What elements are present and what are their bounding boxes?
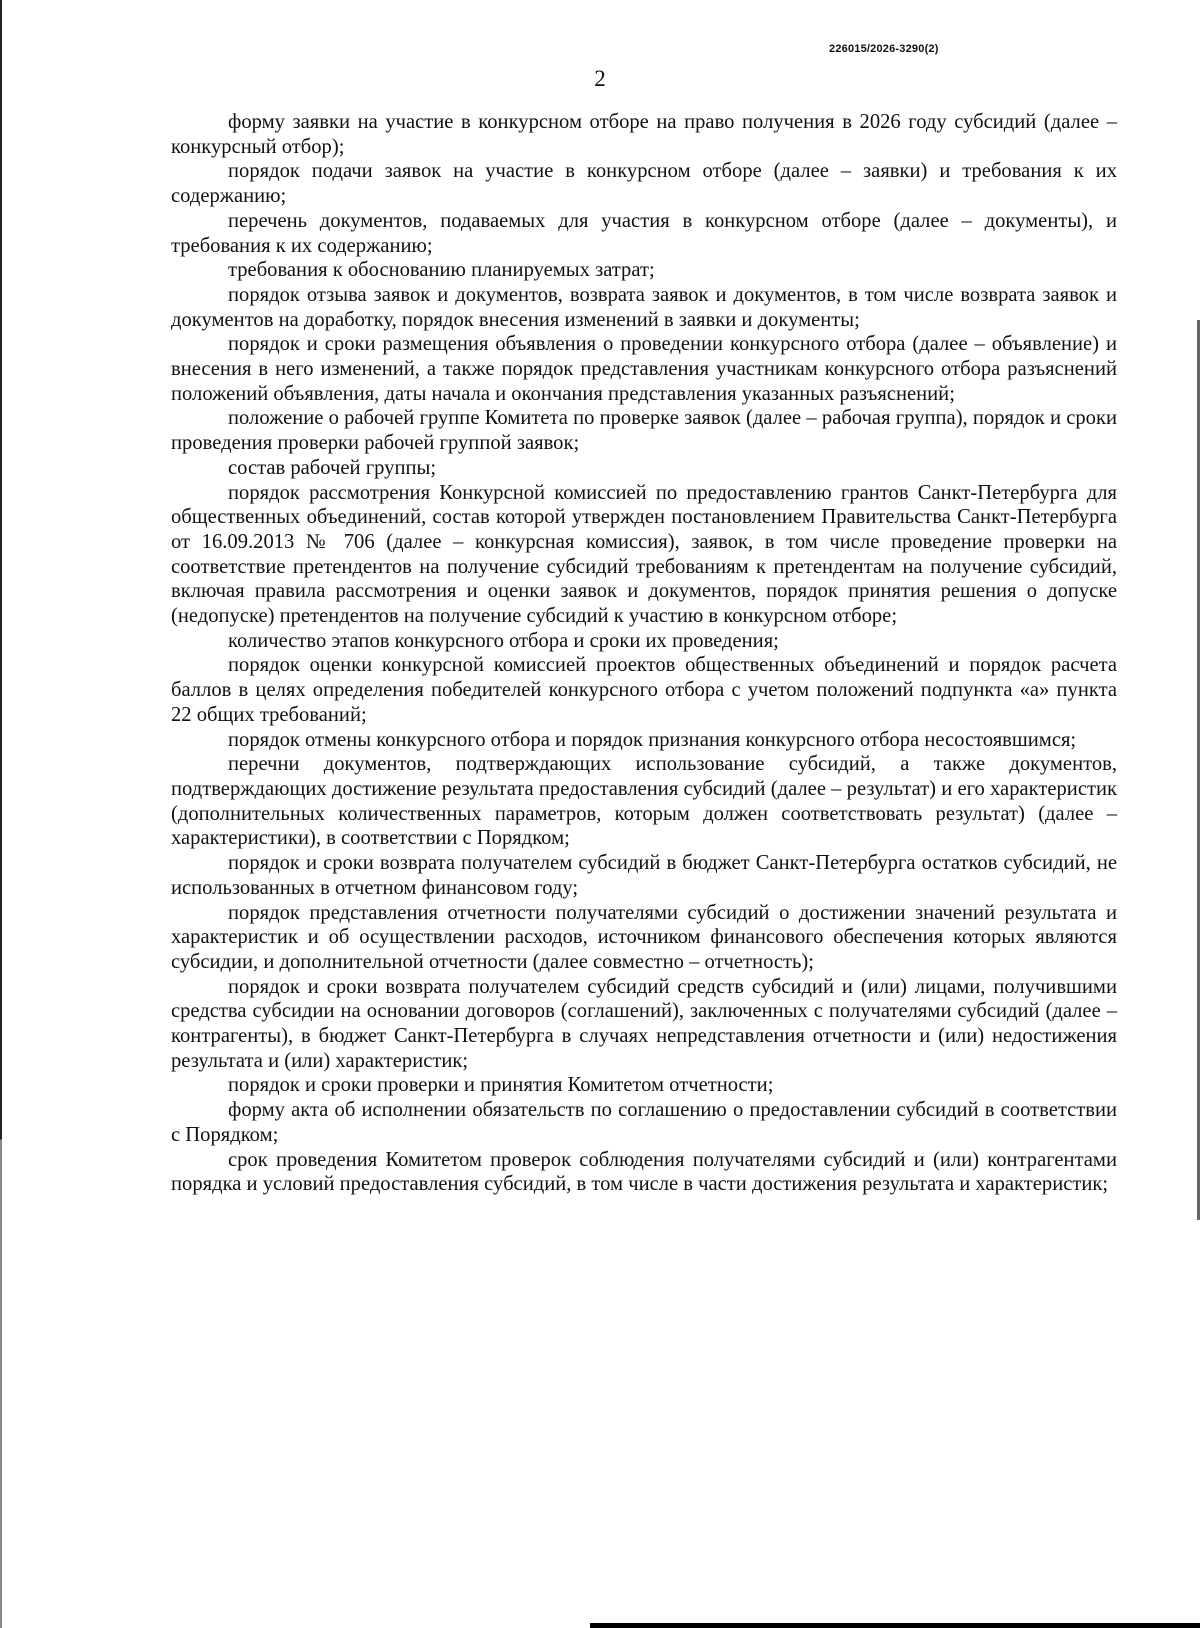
paragraph: положение о рабочей группе Комитета по проверке заявок (далее – рабочая группа), порядок и сроки проведения проверки рабочей группой заявок; — [171, 407, 1117, 455]
document-registration-number: 226015/2026-3290(2) — [829, 43, 939, 55]
paragraph: порядок и сроки возврата получателем субсидий в бюджет Санкт-Петербурга остатков субсидий, не использованных в отчетном финансовом году; — [171, 852, 1117, 899]
paragraph: порядок подачи заявок на участие в конкурсном отборе (далее – заявки) и требования к их содержанию; — [171, 160, 1117, 208]
paragraph: форму заявки на участие в конкурсном отборе на право получения в 2026 году субсидий (далее – конкурсный отбор); — [171, 111, 1117, 158]
paragraph: требования к обоснованию планируемых затрат; — [228, 259, 655, 282]
scan-edge-left — [0, 0, 2, 1628]
paragraph: количество этапов конкурсного отбора и сроки их проведения; — [228, 629, 779, 652]
paragraph: перечень документов, подаваемых для участия в конкурсном отборе (далее – документы), и требования к их содержанию; — [171, 209, 1117, 257]
paragraph: порядок и сроки проверки и принятия Комитетом отчетности; — [228, 1074, 774, 1097]
scan-edge-bottom — [590, 1623, 1200, 1628]
paragraph: порядок отзыва заявок и документов, возврата заявок и документов, в том числе возврата заявок и документов на доработку, порядок внесения изменений в заявки и документы; — [171, 283, 1117, 331]
page-number: 2 — [594, 66, 606, 91]
paragraph: порядок оценки конкурсной комиссией проектов общественных объединений и порядок расчета баллов в целях определения победителей конкурсного отбора с учетом положений подпункта «а» пункта 22 общих требований; — [171, 654, 1117, 726]
paragraph: порядок отмены конкурсного отбора и порядок признания конкурсного отбора несостоявшимся; — [228, 728, 1077, 751]
paragraph: порядок и сроки возврата получателем субсидий средств субсидий и (или) лицами, получившими средства субсидии на основании договоров (соглашений), заключенных с получателями субсидий (далее – контрагенты), в бюджет Санкт-Петербурга в случаях непредставления отчетности и (или) недостижения результата и (или) характеристик; — [171, 975, 1117, 1072]
paragraph: форму акта об исполнении обязательств по соглашению о предоставлении субсидий в соответствии с Порядком; — [171, 1099, 1117, 1146]
paragraph: срок проведения Комитетом проверок соблюдения получателями субсидий и (или) контрагентами порядка и условий предоставления субсидий, в том числе в части достижения результата и характеристик; — [171, 1148, 1117, 1196]
paragraph: перечни документов, подтверждающих использование субсидий, а также документов, подтверждающих достижение результата предоставления субсидий (далее – результат) и его характеристик (дополнительных количественных параметров, которым должен соответствовать результат) (далее – характеристики), в соответствии с Порядком; — [171, 753, 1117, 850]
paragraph: порядок и сроки размещения объявления о проведении конкурсного отбора (далее – объявление) и внесения в него изменений, а также порядок представления участникам конкурсного отбора разъяснений положений объявления, даты начала и окончания представления указанных разъяснений; — [171, 333, 1117, 405]
paragraph: порядок рассмотрения Конкурсной комиссией по предоставлению грантов Санкт-Петербурга для общественных объединений, состав которой утвержден постановлением Правительства Санкт-Петербурга от 16.09.2013 № 706 (далее – конкурсная комиссия), заявок, в том числе проведение проверки на соответствие претендентов на получение субсидий требованиям к претендентам на получение субсидий, включая правила рассмотрения и оценки заявок и документов, порядок принятия решения о допуске (недопуске) претендентов на получение субсидий к участию в конкурсном отборе; — [171, 481, 1117, 628]
paragraph: порядок представления отчетности получателями субсидий о достижении значений результата и характеристик и об осуществлении расходов, источником финансового обеспечения которых являются субсидии, и дополнительной отчетности (далее совместно – отчетность); — [171, 901, 1117, 973]
document-body — [171, 110, 1117, 1197]
paragraph: состав рабочей группы; — [228, 456, 437, 479]
